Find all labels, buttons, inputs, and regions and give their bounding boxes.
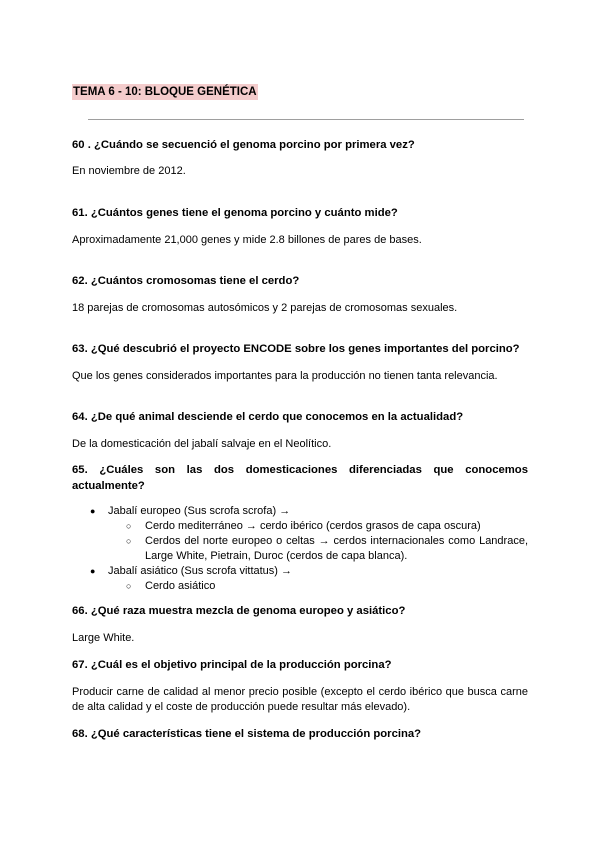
sub-item-cerdo-mediterraneo: Cerdo mediterráneo → cerdo ibérico (cerdos grasos de capa oscura) [145, 520, 481, 532]
sub-item-cerdo-asiatico: Cerdo asiático [145, 580, 216, 592]
circle-bullet-icon: ○ [126, 521, 132, 531]
sub-item-cerdos-norte-line1: Cerdos del norte europeo o celtas → cerdos internacionales como Landrace, [145, 535, 528, 547]
question-63: 63. ¿Qué descubrió el proyecto ENCODE sobre los genes importantes del porcino? [72, 343, 520, 355]
question-64: 64. ¿De qué animal desciende el cerdo que conocemos en la actualidad? [72, 411, 464, 423]
question-65-line2: actualmente? [72, 480, 145, 492]
question-67: 67. ¿Cuál es el objetivo principal de la producción porcina? [72, 659, 392, 671]
question-60: 60 . ¿Cuándo se secuenció el genoma porcino por primera vez? [72, 139, 415, 151]
answer-63: Que los genes considerados importantes para la producción no tienen tanta relevancia. [72, 370, 498, 382]
question-66: 66. ¿Qué raza muestra mezcla de genoma europeo y asiático? [72, 605, 406, 617]
sub-item-cerdos-norte-line2: Large White, Pietrain, Duroc (cerdos de capa blanca). [145, 550, 408, 562]
answer-67-line1: Producir carne de calidad al menor precio posible (excepto el cerdo ibérico que busca carne [72, 686, 528, 698]
list-item-jabali-europeo: Jabalí europeo (Sus scrofa scrofa) → [108, 505, 291, 517]
answer-61: Aproximadamente 21,000 genes y mide 2.8 billones de pares de bases. [72, 234, 422, 246]
list-item-jabali-asiatico: Jabalí asiático (Sus scrofa vittatus) → [108, 565, 293, 577]
answer-60: En noviembre de 2012. [72, 165, 186, 177]
bullet-icon: ● [90, 566, 96, 576]
circle-bullet-icon: ○ [126, 581, 132, 591]
answer-64: De la domesticación del jabalí salvaje en el Neolítico. [72, 438, 332, 450]
horizontal-divider [88, 119, 524, 120]
bullet-icon: ● [90, 506, 96, 516]
answer-66: Large White. [72, 632, 135, 644]
section-title: TEMA 6 - 10: BLOQUE GENÉTICA [73, 86, 257, 98]
question-65-line1: 65. ¿Cuáles son las dos domesticaciones diferenciadas que conocemos [72, 464, 528, 476]
question-62: 62. ¿Cuántos cromosomas tiene el cerdo? [72, 275, 300, 287]
question-61: 61. ¿Cuántos genes tiene el genoma porcino y cuánto mide? [72, 207, 398, 219]
question-68: 68. ¿Qué características tiene el sistema de producción porcina? [72, 728, 422, 740]
answer-67-line2: de alta calidad y el coste de producción puede resultar más elevado). [72, 701, 411, 713]
circle-bullet-icon: ○ [126, 536, 132, 546]
answer-62: 18 parejas de cromosomas autosómicos y 2 parejas de cromosomas sexuales. [72, 302, 458, 314]
